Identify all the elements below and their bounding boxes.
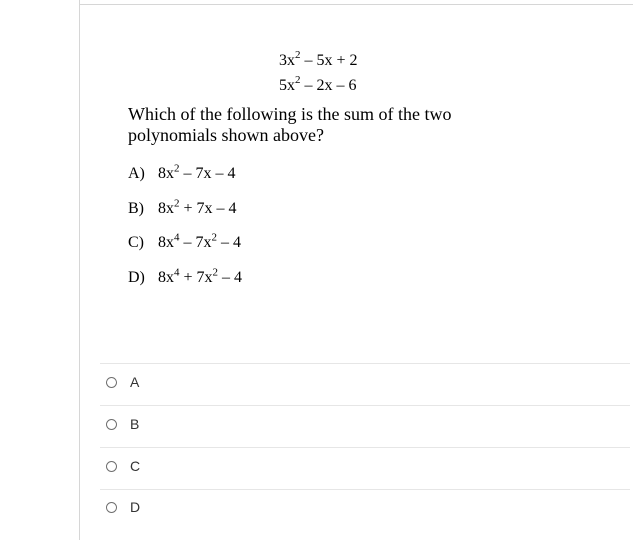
choice-exponent: 2 (174, 197, 180, 210)
choice-term: 8x (158, 234, 174, 251)
poly2-rest: – 2x – 6 (300, 77, 357, 94)
choice-term: – 4 (218, 269, 243, 286)
choice-exponent: 2 (212, 266, 219, 279)
choice-exponent: 4 (174, 231, 180, 244)
polynomial-2 (279, 73, 357, 95)
choice-exponent: 2 (211, 231, 217, 244)
radio-button-icon[interactable] (106, 461, 117, 472)
option-label[interactable]: C (130, 458, 141, 474)
choice-term: – 4 (217, 234, 241, 251)
radio-button-icon[interactable] (106, 377, 117, 388)
choice-letter: D) (128, 269, 145, 286)
choice-term: 8x (158, 200, 174, 217)
option-divider (100, 363, 630, 364)
option-divider (100, 489, 630, 490)
content-left-border (79, 0, 80, 540)
choice-term: + 7x – 4 (179, 200, 237, 217)
poly2-lead-term: 5x (279, 77, 295, 94)
choice-term: – 7x – 4 (179, 165, 236, 182)
choice-letter: B) (128, 200, 144, 217)
answer-option-c[interactable] (106, 456, 140, 476)
poly1-lead-term: 3x (279, 52, 295, 69)
choice-term: 8x (158, 165, 174, 182)
choice-c (128, 231, 241, 252)
choice-term: – 7x (179, 234, 212, 251)
choice-exponent: 4 (174, 266, 180, 279)
choice-a (128, 162, 236, 183)
poly2-exponent: 2 (295, 73, 301, 86)
option-label[interactable]: B (130, 416, 140, 432)
choice-letter: C) (128, 234, 144, 251)
option-label[interactable]: A (130, 374, 140, 390)
radio-button-icon[interactable] (106, 419, 117, 430)
choice-letter: A) (128, 165, 145, 182)
choice-exponent: 2 (174, 162, 180, 175)
choice-b (128, 197, 237, 218)
polynomial-1 (279, 48, 358, 70)
answer-option-d[interactable] (106, 497, 140, 517)
option-divider (100, 447, 630, 448)
choice-term: + 7x (179, 269, 213, 286)
choice-term: 8x (158, 269, 174, 286)
radio-button-icon[interactable] (106, 502, 117, 513)
content-top-border (79, 4, 633, 5)
poly1-exponent: 2 (295, 48, 301, 61)
option-divider (100, 405, 630, 406)
poly1-rest: – 5x + 2 (300, 52, 358, 69)
answer-option-a[interactable] (106, 372, 139, 392)
option-label[interactable]: D (130, 499, 141, 515)
answer-option-b[interactable] (106, 414, 139, 434)
question-prompt: Which of the following is the sum of the two polynomials shown above? (128, 104, 452, 145)
choice-d (128, 266, 243, 287)
